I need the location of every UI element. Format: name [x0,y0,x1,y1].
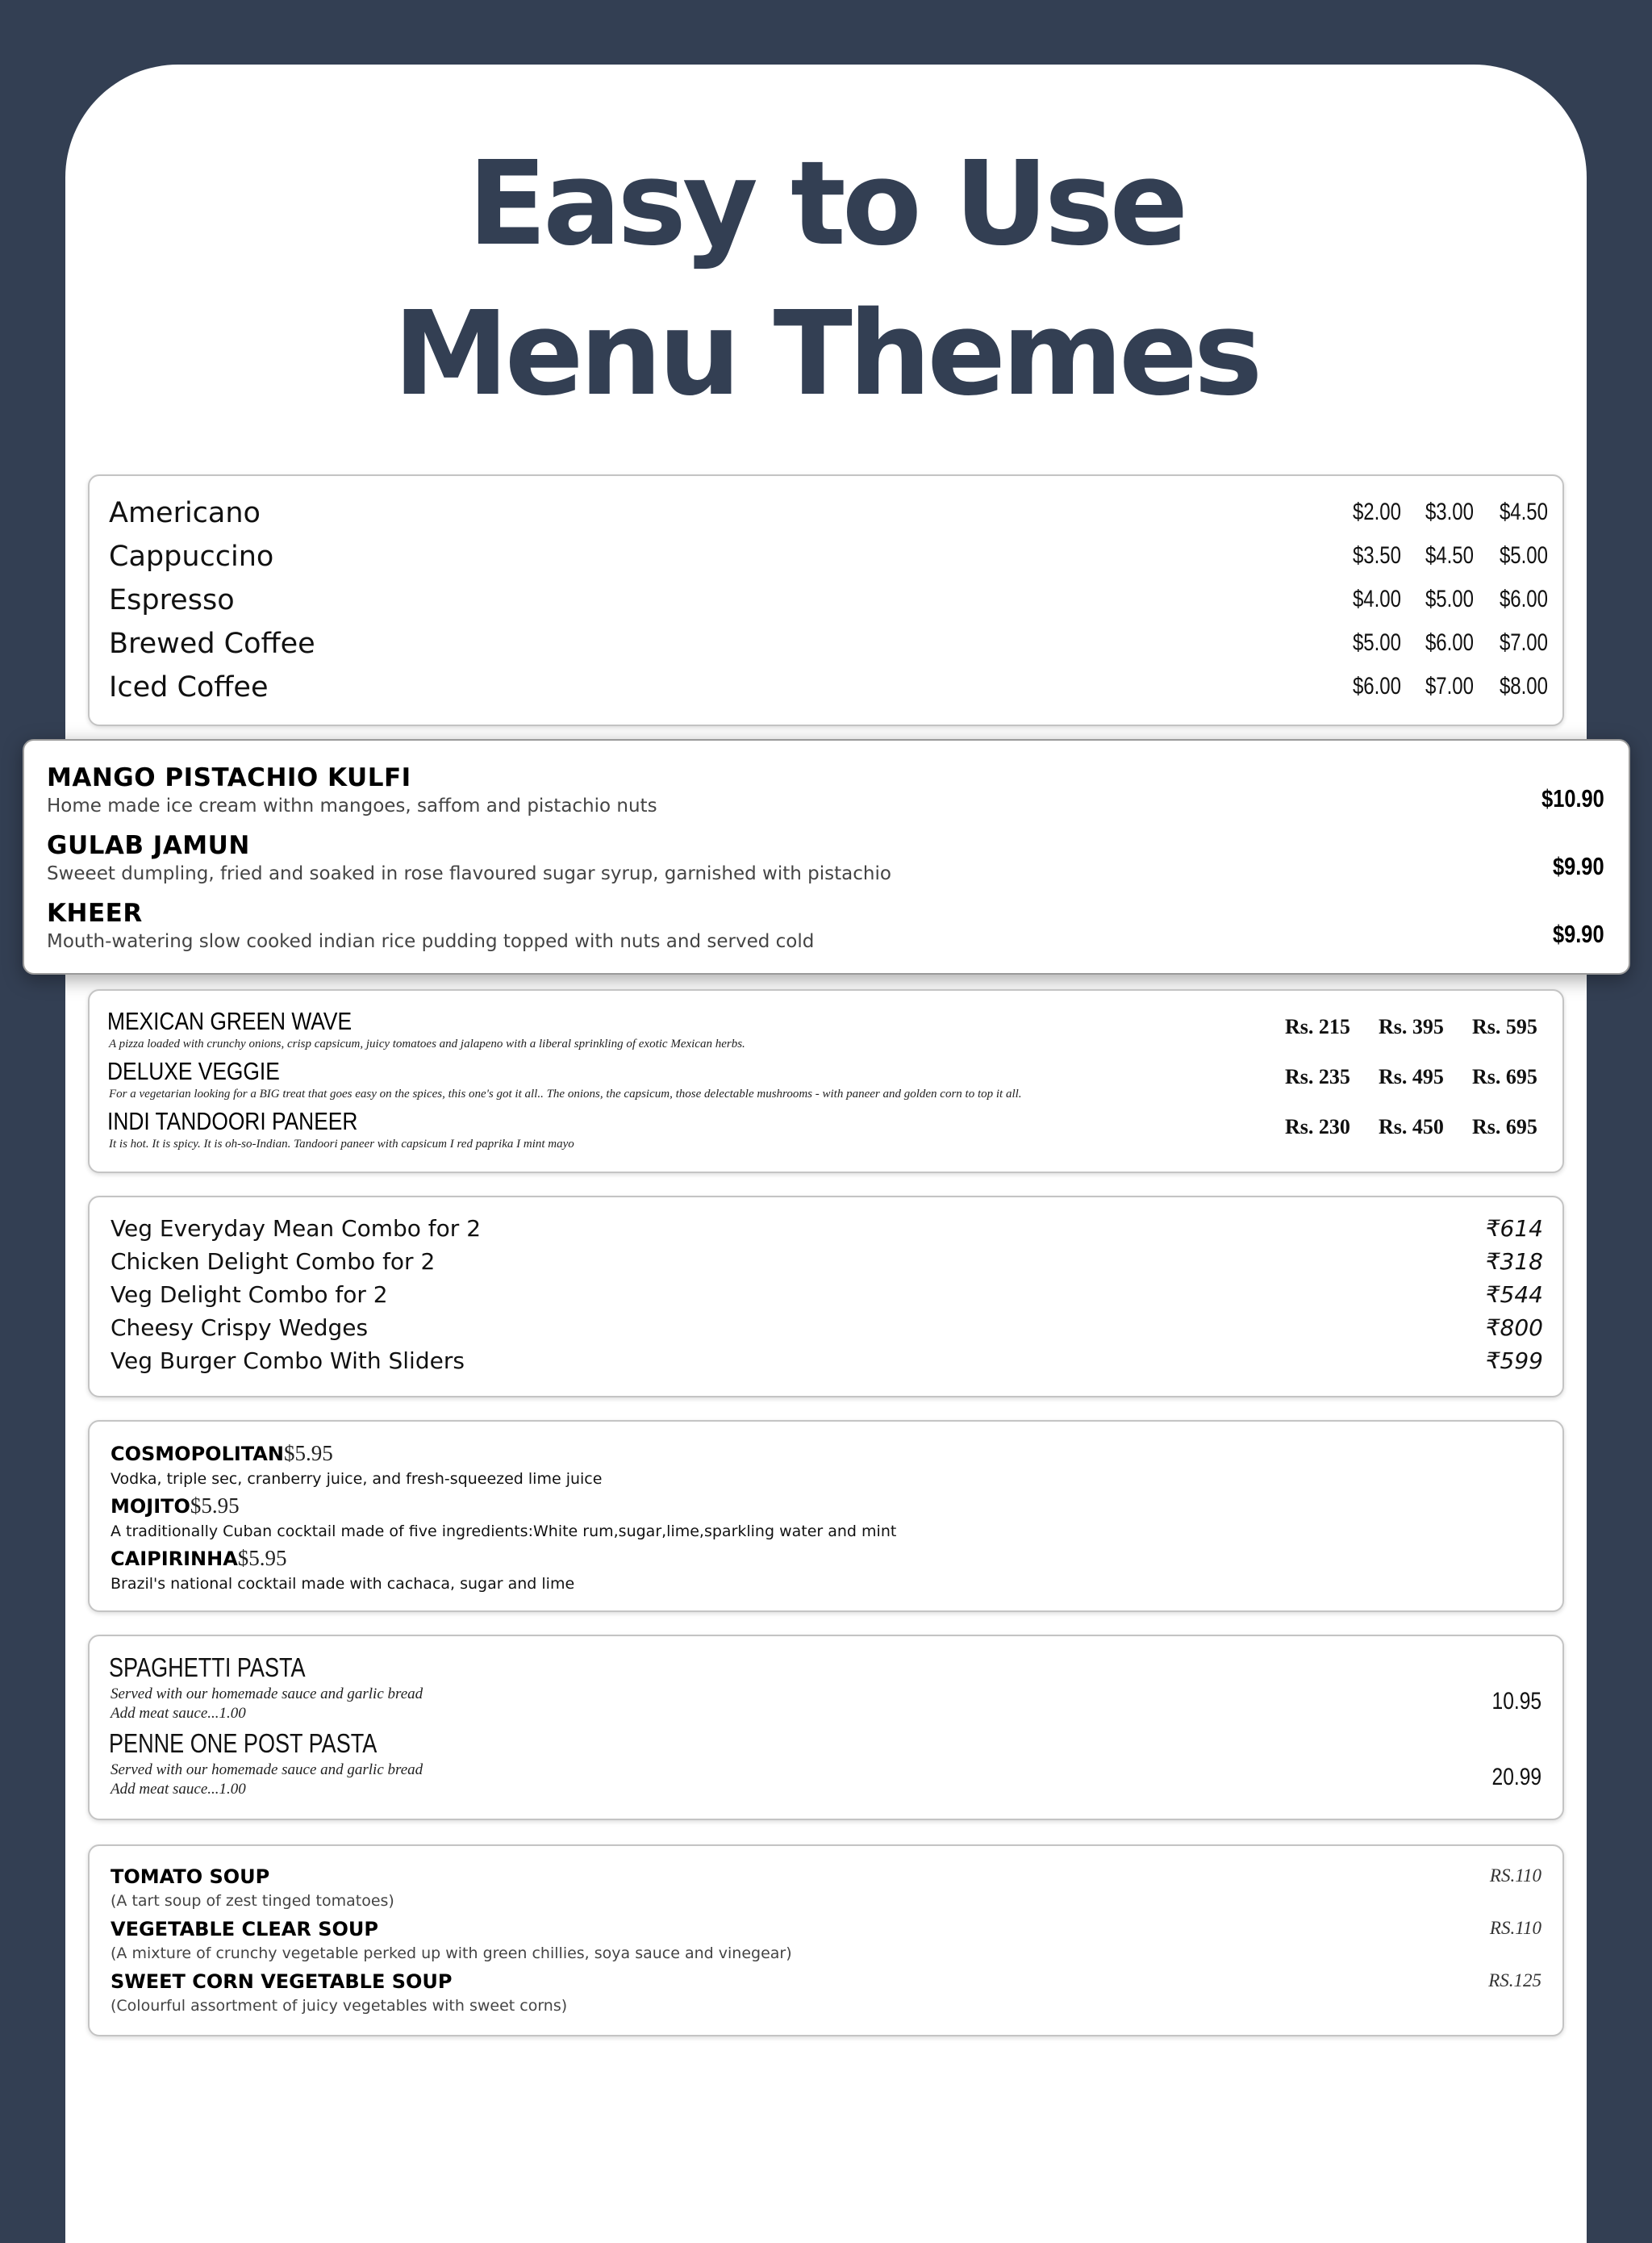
pasta-item-addon: Add meat sauce...1.00 [111,1705,246,1722]
coffee-item-name: Iced Coffee [109,671,269,704]
cocktail-item-description: Vodka, triple sec, cranberry juice, and fresh-squeezed lime juice [111,1470,603,1488]
cocktail-item-description: Brazil's national cocktail made with cachaca, sugar and lime [111,1575,575,1593]
coffee-item-price: $6.00 [1352,673,1401,700]
coffee-item-price: $5.00 [1425,586,1474,612]
pasta-item-title: PENNE ONE POST PASTA [109,1728,378,1758]
cocktail-item-title: CAIPIRINHA [111,1548,238,1570]
combo-item-name: Chicken Delight Combo for 2 [111,1248,436,1275]
coffee-item-price: $5.00 [1352,629,1401,656]
coffee-item-name: Cappuccino [109,541,274,573]
coffee-item-price: $4.00 [1352,586,1401,612]
pizza-item-price: Rs. 395 [1379,1015,1444,1038]
dessert-menu-panel [23,739,1630,975]
pasta-item-price: 20.99 [1491,1764,1541,1790]
dessert-item-price: $10.90 [1541,784,1604,812]
combo-item-name: Veg Delight Combo for 2 [111,1281,388,1308]
combo-item-name: Veg Burger Combo With Sliders [111,1347,465,1374]
combo-item-price: ₹599 [1485,1347,1543,1374]
coffee-item-price: $4.50 [1499,499,1548,525]
pasta-item-addon: Add meat sauce...1.00 [111,1781,246,1798]
coffee-item-name: Americano [109,497,261,529]
cocktail-item-price: $5.95 [283,1441,333,1465]
dessert-item-description: Home made ice cream withn mangoes, saffom and pistachio nuts [47,796,657,817]
soup-item-price: RS.110 [1489,1865,1541,1886]
cocktail-menu-panel [88,1420,1564,1612]
headline-line-1: Easy to Use [467,136,1185,271]
pasta-item-title: SPAGHETTI PASTA [109,1652,306,1682]
pizza-item-price: Rs. 230 [1285,1115,1350,1138]
coffee-item-price: $3.00 [1425,499,1474,525]
coffee-item-price: $7.00 [1425,673,1474,700]
soup-menu-panel [88,1844,1564,2036]
coffee-item-price: $7.00 [1499,629,1548,656]
coffee-menu-panel [88,474,1564,726]
headline-line-2: Menu Themes [393,286,1259,421]
pizza-item-price: Rs. 695 [1472,1115,1537,1138]
soup-item-title: TOMATO SOUP [111,1865,270,1888]
soup-item-description: (A mixture of crunchy vegetable perked up with green chillies, soya sauce and vinegear) [111,1944,792,1962]
pizza-item-title: DELUXE VEGGIE [107,1057,280,1085]
combo-item-price: ₹614 [1485,1215,1543,1242]
combo-item-price: ₹800 [1485,1314,1543,1341]
cocktail-item-price: $5.95 [237,1546,287,1570]
cocktail-item-header [111,1546,287,1571]
dessert-item-description: Mouth-watering slow cooked indian rice pudding topped with nuts and served cold [47,931,815,952]
soup-item-price: RS.125 [1488,1970,1541,1990]
pizza-item-price: Rs. 450 [1379,1115,1444,1138]
coffee-item-price: $3.50 [1352,542,1401,569]
pizza-item-description: A pizza loaded with crunchy onions, crisp capsicum, juicy tomatoes and jalapeno with a liberal sprinkling of exotic Mexican herbs. [109,1038,745,1050]
soup-item-price: RS.110 [1489,1918,1541,1938]
pizza-item-description: For a vegetarian looking for a BIG treat that goes easy on the spices, this one's got it all.. The onions, the capsicum, those delectable mushrooms - with paneer and golden corn to top it all. [109,1088,1022,1101]
dessert-item-price: $9.90 [1553,852,1604,880]
coffee-item-name: Brewed Coffee [109,628,315,660]
dessert-item-description: Sweeet dumpling, fried and soaked in rose flavoured sugar syrup, garnished with pistachio [47,863,891,884]
combo-item-name: Cheesy Crispy Wedges [111,1314,369,1341]
coffee-item-price: $5.00 [1499,542,1548,569]
combo-item-name: Veg Everyday Mean Combo for 2 [111,1215,482,1242]
coffee-item-price: $8.00 [1499,673,1548,700]
pizza-item-price: Rs. 495 [1379,1065,1444,1088]
combo-menu-panel [88,1196,1564,1397]
dessert-item-title: KHEER [47,899,143,928]
cocktail-item-price: $5.95 [190,1493,240,1518]
pasta-item-description: Served with our homemade sauce and garlic bread [111,1685,423,1702]
pizza-item-price: Rs. 595 [1472,1015,1537,1038]
dessert-item-title: GULAB JAMUN [47,831,250,860]
cocktail-item-description: A traditionally Cuban cocktail made of five ingredients:White rum,sugar,lime,sparkling water and mint [111,1522,897,1540]
soup-item-description: (A tart soup of zest tinged tomatoes) [111,1892,394,1910]
coffee-item-price: $6.00 [1499,586,1548,612]
coffee-item-name: Espresso [109,584,235,616]
pizza-item-title: MEXICAN GREEN WAVE [107,1007,353,1035]
dessert-item-price: $9.90 [1553,920,1604,948]
soup-item-title: SWEET CORN VEGETABLE SOUP [111,1970,453,1993]
pizza-item-price: Rs. 215 [1285,1015,1350,1038]
dessert-item-title: MANGO PISTACHIO KULFI [47,763,411,792]
pizza-item-title: INDI TANDOORI PANEER [107,1107,358,1135]
pizza-item-price: Rs. 695 [1472,1065,1537,1088]
coffee-item-price: $2.00 [1352,499,1401,525]
coffee-item-price: $6.00 [1425,629,1474,656]
combo-item-price: ₹318 [1485,1248,1543,1275]
pasta-item-description: Served with our homemade sauce and garlic bread [111,1761,423,1778]
cocktail-item-header [111,1441,333,1466]
cocktail-item-title: MOJITO [111,1495,190,1518]
pasta-menu-panel [88,1635,1564,1820]
pizza-item-description: It is hot. It is spicy. It is oh-so-Indian. Tandoori paneer with capsicum I red paprika I mint mayo [109,1138,574,1151]
cocktail-item-title: COSMOPOLITAN [111,1443,284,1465]
coffee-item-price: $4.50 [1425,542,1474,569]
soup-item-title: VEGETABLE CLEAR SOUP [111,1918,378,1940]
pizza-menu-panel [88,989,1564,1173]
cocktail-item-header [111,1493,240,1518]
pasta-item-price: 10.95 [1491,1688,1541,1715]
pizza-item-price: Rs. 235 [1285,1065,1350,1088]
soup-item-description: (Colourful assortment of juicy vegetables with sweet corns) [111,1997,568,2015]
combo-item-price: ₹544 [1485,1281,1543,1308]
